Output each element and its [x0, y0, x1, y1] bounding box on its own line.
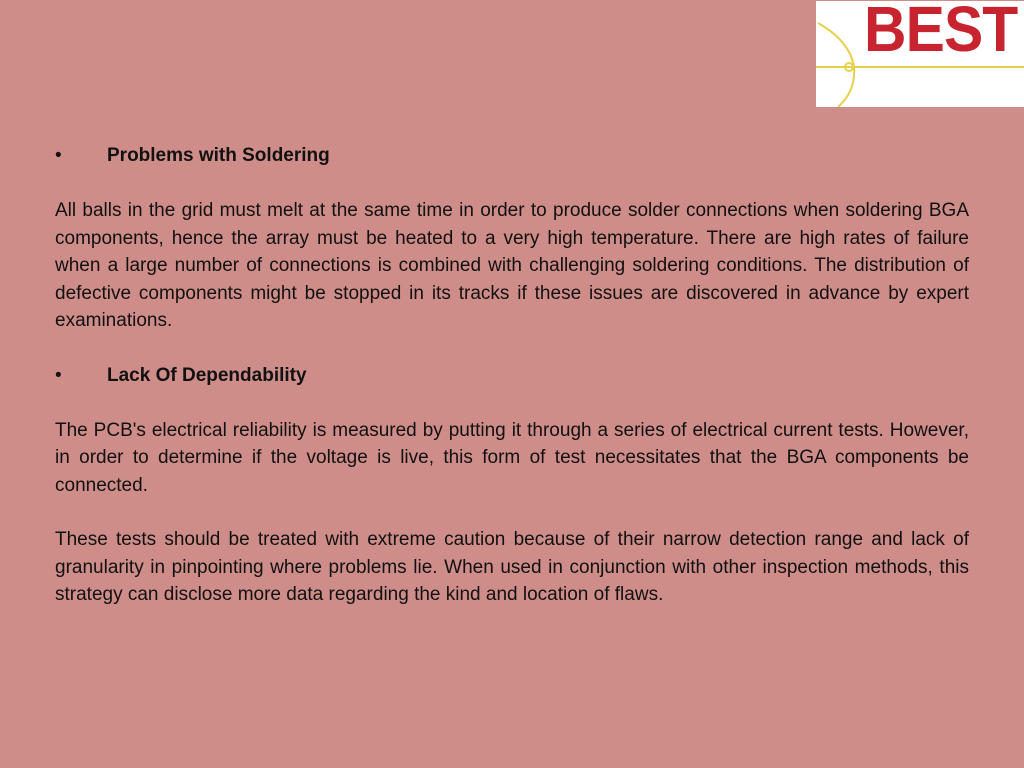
- company-logo: [816, 1, 1024, 107]
- section-paragraph: The PCB's electrical reliability is measured by putting it through a series of electrical current tests. However, in order to determine if the voltage is live, this form of test necessitates that the BGA components be connected.: [55, 419, 969, 496]
- slide-content: [55, 142, 969, 609]
- bullet-icon: •: [55, 364, 62, 386]
- section-heading: [55, 362, 969, 390]
- logo-text: BEST: [864, 1, 1018, 65]
- section-heading: [55, 142, 969, 170]
- bullet-icon: •: [55, 145, 62, 166]
- section-title: Problems with Soldering: [107, 145, 330, 166]
- section-paragraph: These tests should be treated with extreme caution because of their narrow detection range and lack of granularity in pinpointing where problems lie. When used in conjunction with other inspection methods, this strategy can disclose more data regarding the kind and location of flaws.: [55, 529, 969, 605]
- section-paragraph: All balls in the grid must melt at the same time in order to produce solder connections when soldering BGA components, hence the array must be heated to a very high temperature. There are high rates of failure when a large number of connections is combined with challenging soldering conditions. The distribution of defective components might be stopped in its tracks if these issues are discovered in advance by expert examinations.: [55, 200, 969, 331]
- section-title: Lack Of Dependability: [107, 364, 307, 386]
